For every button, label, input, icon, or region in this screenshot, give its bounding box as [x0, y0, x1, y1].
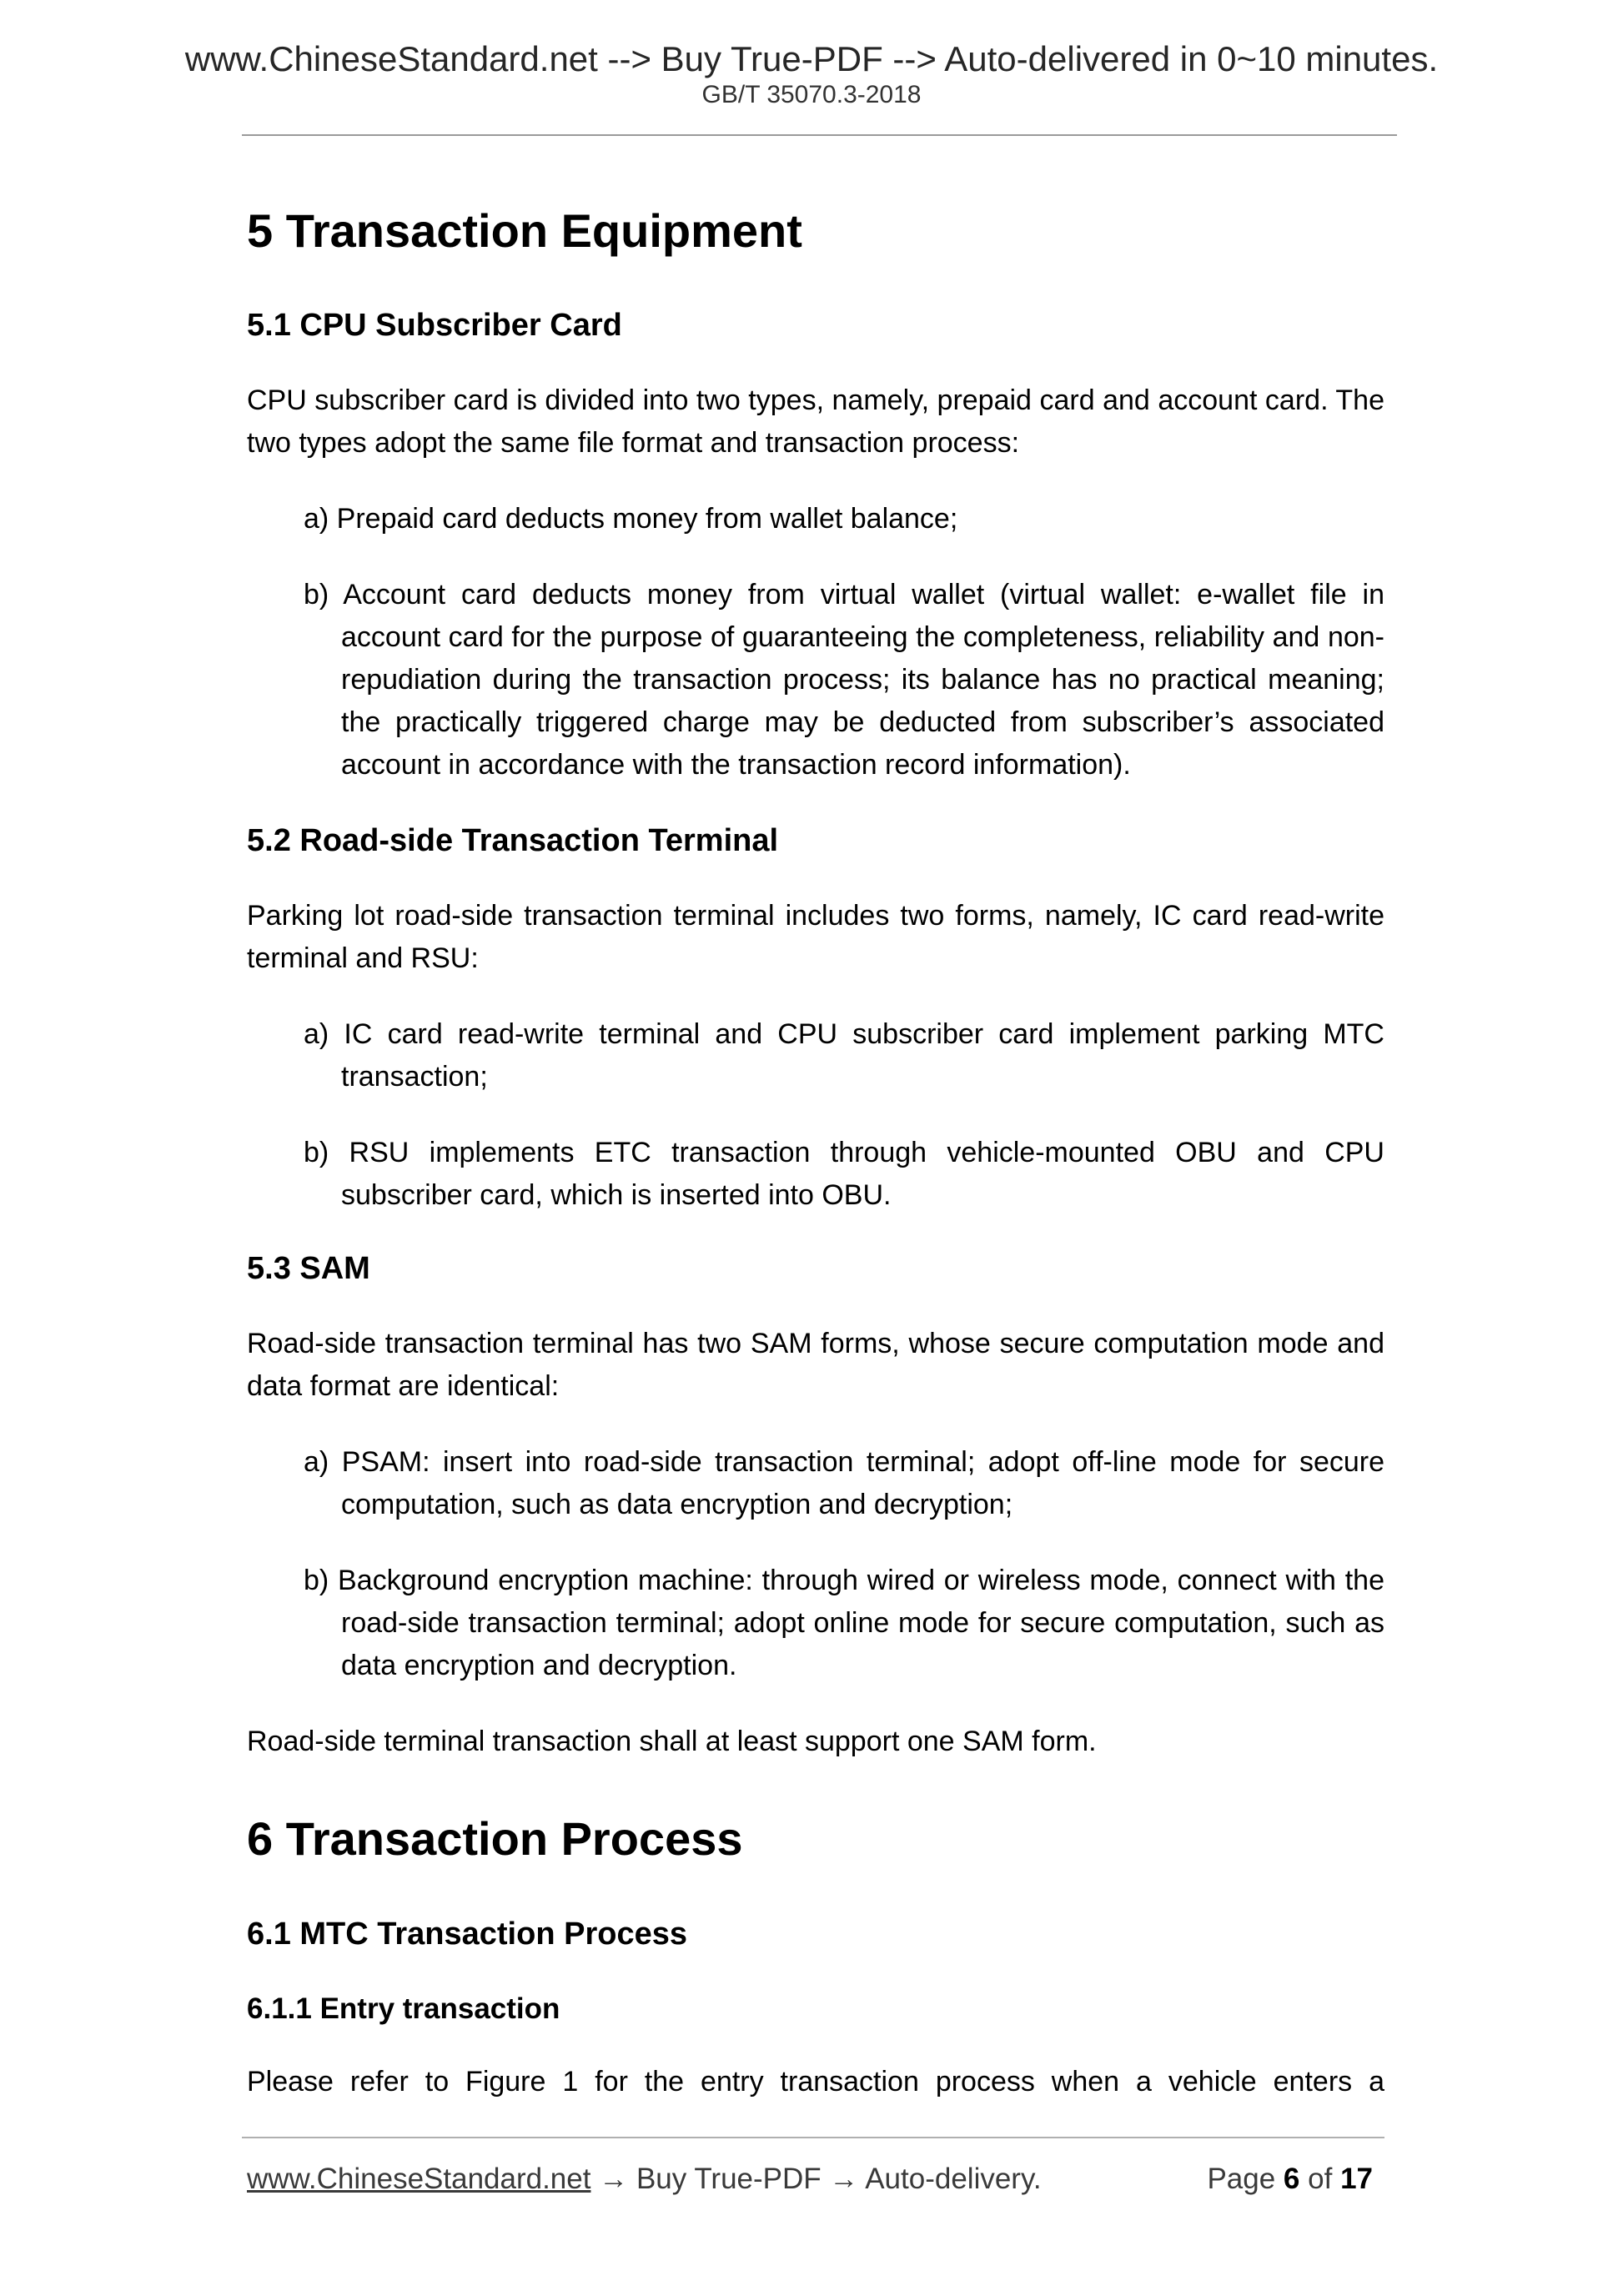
- section-5-1-intro: CPU subscriber card is divided into two types, namely, prepaid card and account card. The two types adopt the same file format and transaction process:: [247, 384, 1384, 459]
- section-5-2-heading: 5.2 Road-side Transaction Terminal: [247, 823, 779, 858]
- promo-banner[interactable]: www.ChineseStandard.net --> Buy True-PDF --> Auto-delivered in 0~10 minutes.: [184, 39, 1439, 78]
- section-5-3-closing: Road-side terminal transaction shall at least support one SAM form.: [247, 1726, 1097, 1757]
- section-5-2-item-b: b) RSU implements ETC transaction through vehicle-mounted OBU and CPU subscriber card, which is inserted into OBU.: [304, 1137, 1384, 1211]
- footer-delivery-text: Auto-delivery.: [865, 2163, 1042, 2195]
- section-6-1-1-intro: Please refer to Figure 1 for the entry transaction process when a vehicle enters a: [247, 2066, 1384, 2098]
- section-5-3-intro: Road-side transaction terminal has two SAM forms, whose secure computation mode and data format are identical:: [247, 1328, 1384, 1402]
- footer-buy-text: Buy True-PDF: [636, 2163, 822, 2195]
- section-5-2-item-a: a) IC card read-write terminal and CPU subscriber card implement parking MTC transaction;: [304, 1018, 1384, 1093]
- of-label: of: [1308, 2163, 1333, 2195]
- section-6-heading: 6 Transaction Process: [247, 1812, 743, 1865]
- section-5-1-item-b: b) Account card deducts money from virtual wallet (virtual wallet: e-wallet file in account card for the purpose of guaranteeing the completeness, reliability and non-repudiation during the transaction process; its balance has no practical meaning; the practically triggered charge may be deducted from subscriber’s associated account in accordance with the transaction record information).: [304, 579, 1384, 781]
- page-current: 6: [1283, 2163, 1300, 2195]
- section-5-1-item-a: a) Prepaid card deducts money from wallet balance;: [304, 503, 958, 535]
- footer-divider: [242, 2137, 1384, 2138]
- section-5-3-item-b: b) Background encryption machine: through wired or wireless mode, connect with the road-side transaction terminal; adopt online mode for secure computation, such as data encryption and decryption.: [304, 1565, 1384, 1681]
- page-footer: [247, 2158, 1384, 2200]
- section-5-heading: 5 Transaction Equipment: [247, 204, 802, 257]
- standard-number: GB/T 35070.3-2018: [701, 81, 922, 108]
- footer-site-link[interactable]: www.ChineseStandard.net: [247, 2163, 591, 2195]
- arrow-right-icon: →: [829, 2163, 859, 2195]
- section-5-2-intro: Parking lot road-side transaction terminal includes two forms, namely, IC card read-write terminal and RSU:: [247, 900, 1384, 974]
- header-divider: [242, 134, 1397, 136]
- footer-promo: [247, 2158, 1042, 2200]
- page-total: 17: [1340, 2163, 1373, 2195]
- section-5-3-heading: 5.3 SAM: [247, 1251, 370, 1286]
- page-indicator: [1207, 2158, 1373, 2200]
- section-5-1-heading: 5.1 CPU Subscriber Card: [247, 308, 622, 343]
- page-label: Page: [1207, 2163, 1276, 2195]
- section-5-3-item-a: a) PSAM: insert into road-side transaction terminal; adopt off-line mode for secure computation, such as data encryption and decryption;: [304, 1446, 1384, 1520]
- section-6-1-heading: 6.1 MTC Transaction Process: [247, 1917, 687, 1952]
- section-6-1-1-heading: 6.1.1 Entry transaction: [247, 1992, 560, 2025]
- arrow-right-icon: →: [599, 2163, 629, 2195]
